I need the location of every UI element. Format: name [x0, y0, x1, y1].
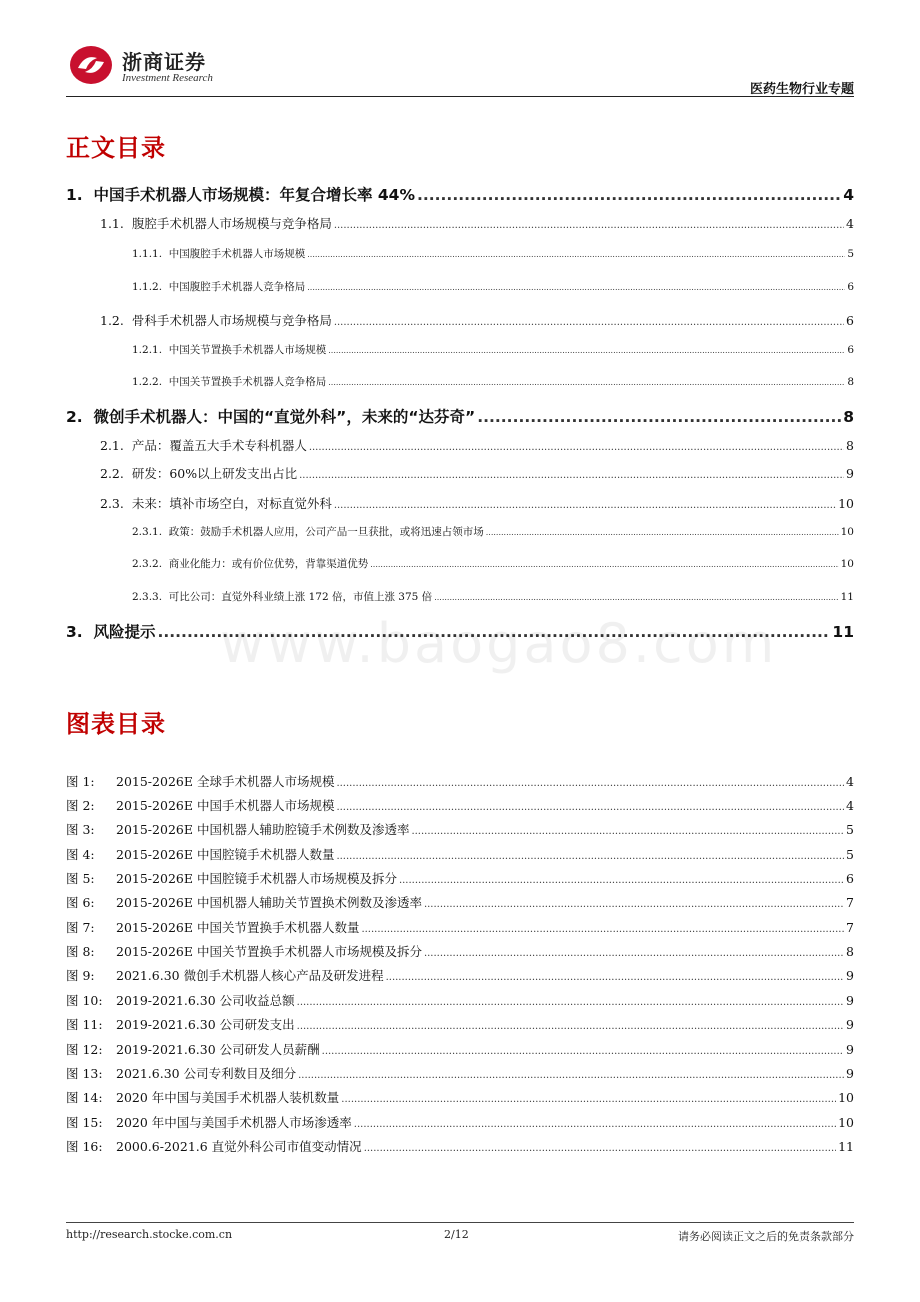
figure-entry[interactable] [66, 918, 854, 936]
figure-entry-text: 2020 年中国与美国手术机器人市场渗透率 [116, 1115, 352, 1130]
figure-entry-number: 图 13: [66, 1066, 103, 1081]
figure-entry[interactable] [66, 1015, 854, 1033]
figure-entry-page: 4 [846, 798, 854, 813]
toc-entry-text: 商业化能力：或有价位优势，背靠渠道优势 [168, 558, 369, 570]
toc-entry[interactable] [132, 374, 854, 389]
dot-leader [334, 500, 836, 511]
brand-logo-icon [68, 44, 114, 86]
toc-entry-text: 可比公司：直觉外科业绩上涨 172 倍，市值上涨 375 倍 [168, 591, 433, 603]
figure-entry-page: 9 [846, 1066, 854, 1081]
figure-entry-number: 图 8: [66, 944, 95, 959]
figure-entry-text: 2021.6.30 公司专利数目及细分 [116, 1066, 297, 1081]
toc-entry-page: 6 [847, 344, 854, 356]
toc-entry[interactable] [132, 279, 854, 294]
dot-leader [386, 972, 844, 983]
toc-entry-text: 中国腹腔手术机器人市场规模 [168, 248, 306, 260]
toc-entry-number: 1.1.1. [132, 248, 163, 260]
dot-leader [328, 378, 845, 387]
toc-entry[interactable] [100, 494, 854, 512]
figure-entry-text: 2019-2021.6.30 公司研发人员薪酬 [116, 1042, 320, 1057]
dot-leader [486, 528, 839, 537]
figure-entry-page: 7 [846, 895, 854, 910]
figure-entry[interactable] [66, 845, 854, 863]
figure-entry-text: 2015-2026E 全球手术机器人市场规模 [116, 774, 335, 789]
toc-entry-page: 10 [838, 496, 854, 511]
figure-entry-number: 图 5: [66, 871, 95, 886]
figure-entry-text: 2021.6.30 微创手术机器人核心产品及研发进程 [116, 968, 384, 983]
figure-entry-number: 图 16: [66, 1139, 103, 1154]
toc-entry-text: 研发：60%以上研发支出占比 [131, 466, 298, 481]
toc-entry-number: 2.1. [100, 438, 124, 453]
figure-entry-page: 7 [846, 920, 854, 935]
footer-page-number: 2/12 [444, 1228, 469, 1241]
figure-entry-number: 图 9: [66, 968, 95, 983]
toc-entry-text: 产品：覆盖五大手术专科机器人 [131, 438, 307, 453]
toc-entry[interactable] [100, 464, 854, 482]
toc-entry-number: 1.1.2. [132, 281, 163, 293]
toc-entry[interactable] [66, 620, 854, 642]
figure-entry-number: 图 11: [66, 1017, 103, 1032]
toc-entry-number: 1.1. [100, 216, 124, 231]
toc-entry[interactable] [66, 405, 854, 427]
dot-leader [417, 186, 841, 204]
dot-leader [309, 442, 844, 453]
dot-leader [297, 997, 844, 1008]
figure-entry[interactable] [66, 796, 854, 814]
toc-entry-page: 11 [832, 623, 854, 641]
figure-entry-number: 图 15: [66, 1115, 103, 1130]
figure-entry-number: 图 10: [66, 993, 103, 1008]
dot-leader [336, 851, 844, 862]
figure-entry-page: 9 [846, 1042, 854, 1057]
figure-entry-number: 图 3: [66, 822, 95, 837]
toc-entry-text: 政策：鼓励手术机器人应用，公司产品一旦获批，或将迅速占领市场 [168, 526, 484, 538]
toc-entry-number: 2.3.1. [132, 526, 163, 538]
footer-divider [66, 1222, 854, 1223]
watermark: www.baogao8.com [220, 612, 778, 675]
dot-leader [322, 1046, 844, 1057]
toc-entry-number: 2.2. [100, 466, 124, 481]
toc-entry-page: 9 [846, 466, 854, 481]
toc-entry[interactable] [66, 183, 854, 205]
figure-entry-text: 2015-2026E 中国手术机器人市场规模 [116, 798, 335, 813]
toc-entry-text: 骨科手术机器人市场规模与竞争格局 [131, 313, 332, 328]
toc-entry-text: 未来：填补市场空白，对标直觉外科 [131, 496, 332, 511]
dot-leader [424, 899, 844, 910]
figure-entry-text: 2019-2021.6.30 公司收益总额 [116, 993, 295, 1008]
figure-entry-text: 2019-2021.6.30 公司研发支出 [116, 1017, 295, 1032]
figure-entry-text: 2015-2026E 中国关节置换手术机器人数量 [116, 920, 360, 935]
toc-entry-text: 中国关节置换手术机器人市场规模 [168, 344, 327, 356]
figure-entry-page: 10 [838, 1090, 854, 1105]
dot-leader [336, 802, 844, 813]
toc-entry[interactable] [132, 556, 854, 571]
figure-entry-page: 9 [846, 993, 854, 1008]
figure-entry-number: 图 7: [66, 920, 95, 935]
toc-entry[interactable] [100, 214, 854, 232]
toc-entry-number: 2. [66, 408, 83, 426]
figure-entry[interactable] [66, 991, 854, 1009]
toc-entry-number: 1.2. [100, 313, 124, 328]
dot-leader [411, 826, 844, 837]
toc-entry-number: 2.3.3. [132, 591, 163, 603]
figure-entry-number: 图 1: [66, 774, 95, 789]
dot-leader [477, 408, 841, 426]
dot-leader [364, 1143, 836, 1154]
toc-title: 正文目录 [66, 134, 166, 162]
dot-leader [334, 317, 844, 328]
brand-name-cn: 浙商证券 [122, 50, 206, 74]
toc-entry-page: 10 [840, 526, 854, 538]
toc-entry-page: 10 [840, 558, 854, 570]
toc-entry-number: 3. [66, 623, 83, 641]
toc-entry[interactable] [100, 436, 854, 454]
toc-entry[interactable] [132, 524, 854, 539]
toc-entry-number: 2.3. [100, 496, 124, 511]
toc-entry-text: 中国手术机器人市场规模：年复合增长率 44% [93, 186, 415, 204]
header-divider [66, 96, 854, 97]
figure-entry-page: 6 [846, 871, 854, 886]
figure-entry-page: 11 [838, 1139, 854, 1154]
dot-leader [361, 924, 844, 935]
figure-entry-number: 图 12: [66, 1042, 103, 1057]
figure-entry[interactable] [66, 820, 854, 838]
figure-entry[interactable] [66, 942, 854, 960]
figure-entry[interactable] [66, 869, 854, 887]
toc-entry[interactable] [132, 589, 854, 604]
toc-entry-text: 腹腔手术机器人市场规模与竞争格局 [131, 216, 332, 231]
dot-leader [297, 1021, 844, 1032]
toc-entry-page: 5 [847, 248, 854, 260]
figure-entry[interactable] [66, 1088, 854, 1106]
figure-entry-text: 2015-2026E 中国腔镜手术机器人市场规模及拆分 [116, 871, 397, 886]
footer-disclaimer: 请务必阅读正文之后的免责条款部分 [678, 1230, 854, 1243]
toc-entry-page: 8 [843, 408, 854, 426]
figure-entry-text: 2000.6-2021.6 直觉外科公司市值变动情况 [116, 1139, 362, 1154]
figure-entry[interactable] [66, 772, 854, 790]
figure-entry-text: 2015-2026E 中国腔镜手术机器人数量 [116, 847, 335, 862]
toc-entry-page: 6 [846, 313, 854, 328]
figure-entry-number: 图 4: [66, 847, 95, 862]
figure-entry-page: 5 [846, 847, 854, 862]
toc-entry-text: 微创手术机器人：中国的“直觉外科”，未来的“达芬奇” [93, 408, 476, 426]
toc-entry-number: 1.2.1. [132, 344, 163, 356]
figure-entry-number: 图 14: [66, 1090, 103, 1105]
figure-entry[interactable] [66, 1040, 854, 1058]
dot-leader [341, 1094, 836, 1105]
dot-leader [307, 283, 845, 292]
figure-entry-page: 8 [846, 944, 854, 959]
figure-entry-text: 2015-2026E 中国关节置换手术机器人市场规模及拆分 [116, 944, 422, 959]
dot-leader [328, 346, 845, 355]
figure-entry-text: 2015-2026E 中国机器人辅助关节置换术例数及渗透率 [116, 895, 422, 910]
figure-entry[interactable] [66, 1064, 854, 1082]
figure-entry-page: 9 [846, 968, 854, 983]
page-header [66, 38, 854, 96]
toc-entry-text: 中国腹腔手术机器人竞争格局 [168, 281, 306, 293]
toc-entry-page: 8 [847, 376, 854, 388]
dot-leader [399, 875, 844, 886]
figure-entry-text: 2020 年中国与美国手术机器人装机数量 [116, 1090, 340, 1105]
toc-entry-page: 6 [847, 281, 854, 293]
toc-entry-page: 4 [846, 216, 854, 231]
toc-entry-number: 2.3.2. [132, 558, 163, 570]
toc-entry[interactable] [132, 342, 854, 357]
figure-entry[interactable] [66, 893, 854, 911]
figure-entry-page: 9 [846, 1017, 854, 1032]
dot-leader [424, 948, 844, 959]
toc-entry[interactable] [100, 311, 854, 329]
figure-entry[interactable] [66, 966, 854, 984]
document-type: 医药生物行业专题 [749, 82, 854, 97]
brand-name-en: Investment Research [122, 72, 213, 84]
dot-leader [370, 560, 838, 569]
toc-entry-number: 1.2.2. [132, 376, 163, 388]
figure-entry[interactable] [66, 1137, 854, 1155]
dot-leader [298, 1070, 844, 1081]
dot-leader [354, 1119, 836, 1130]
dot-leader [299, 470, 844, 481]
footer-url[interactable]: http://research.stocke.com.cn [66, 1228, 233, 1241]
dot-leader [158, 623, 831, 641]
dot-leader [434, 593, 838, 602]
toc-entry-page: 4 [843, 186, 854, 204]
toc-entry-number: 1. [66, 186, 83, 204]
figures-title: 图表目录 [66, 710, 166, 738]
dot-leader [307, 250, 845, 259]
toc-entry-text: 中国关节置换手术机器人竞争格局 [168, 376, 327, 388]
figure-entry-text: 2015-2026E 中国机器人辅助腔镜手术例数及渗透率 [116, 822, 410, 837]
toc-entry-page: 8 [846, 438, 854, 453]
toc-entry-page: 11 [840, 591, 854, 603]
dot-leader [336, 778, 844, 789]
figure-entry-page: 10 [838, 1115, 854, 1130]
figure-entry-page: 5 [846, 822, 854, 837]
figure-entry[interactable] [66, 1113, 854, 1131]
dot-leader [334, 220, 844, 231]
figure-entry-number: 图 6: [66, 895, 95, 910]
figure-entry-page: 4 [846, 774, 854, 789]
figure-entry-number: 图 2: [66, 798, 95, 813]
toc-entry[interactable] [132, 246, 854, 261]
toc-entry-text: 风险提示 [93, 623, 156, 641]
